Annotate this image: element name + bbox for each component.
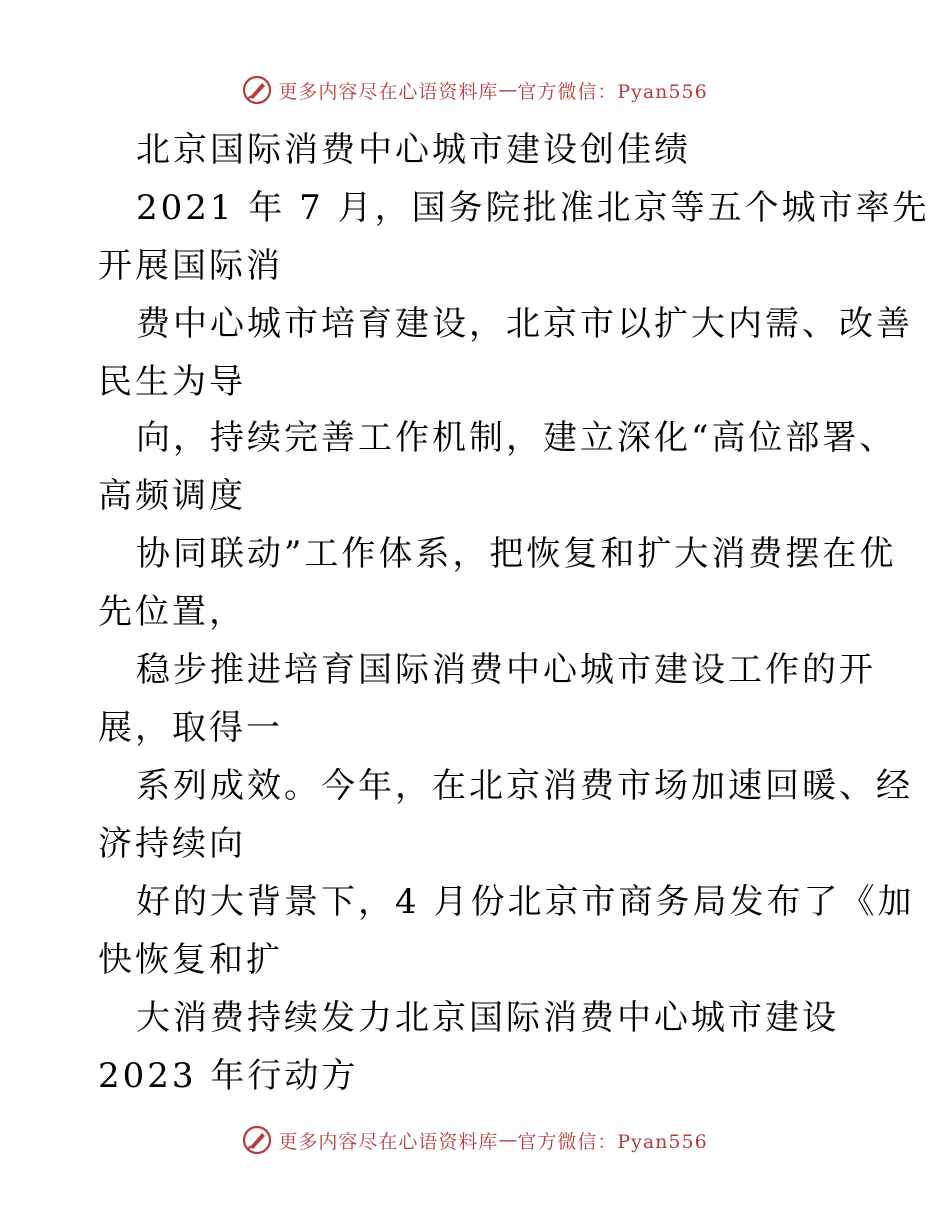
text-line: 协同联动”工作体系，把恢复和扩大消费摆在优 [136,534,897,574]
text-line: 民生为导 [98,362,246,402]
text-line: 2021 年 7 月，国务院批准北京等五个城市率先 [136,188,930,228]
quill-pen-seal-icon [242,1125,272,1155]
watermark-header [0,70,950,110]
text-line: 高频调度 [98,476,246,516]
text-line: 济持续向 [98,824,246,864]
watermark-footer [0,1120,950,1160]
text-line: 系列成效。今年，在北京消费市场加速回暖、经 [136,766,913,806]
watermark-contact: 官方微信：Pyan556 [517,80,708,103]
text-line: 好的大背景下，4 月份北京市商务局发布了《加 [136,882,915,922]
text-line: 开展国际消 [98,246,283,286]
watermark-separator: — [498,79,518,101]
text-line: 先位置， [98,592,246,632]
quill-pen-seal-icon [242,75,272,105]
watermark-text: 更多内容尽在心语资料库 [278,1130,499,1153]
watermark-separator: — [498,1129,518,1151]
text-line: 2023 年行动方 [98,1056,359,1096]
text-line: 稳步推进培育国际消费中心城市建设工作的开 [136,650,876,690]
text-line: 大消费持续发力北京国际消费中心城市建设 [136,998,839,1038]
text-line: 向，持续完善工作机制，建立深化“高位部署、 [136,418,897,458]
text-line: 快恢复和扩 [98,940,283,980]
document-title: 北京国际消费中心城市建设创佳绩 [136,130,691,170]
text-line: 费中心城市培育建设，北京市以扩大内需、改善 [136,304,913,344]
watermark-contact: 官方微信：Pyan556 [517,1130,708,1153]
text-line: 展，取得一 [98,708,283,748]
watermark-text: 更多内容尽在心语资料库 [278,80,499,103]
